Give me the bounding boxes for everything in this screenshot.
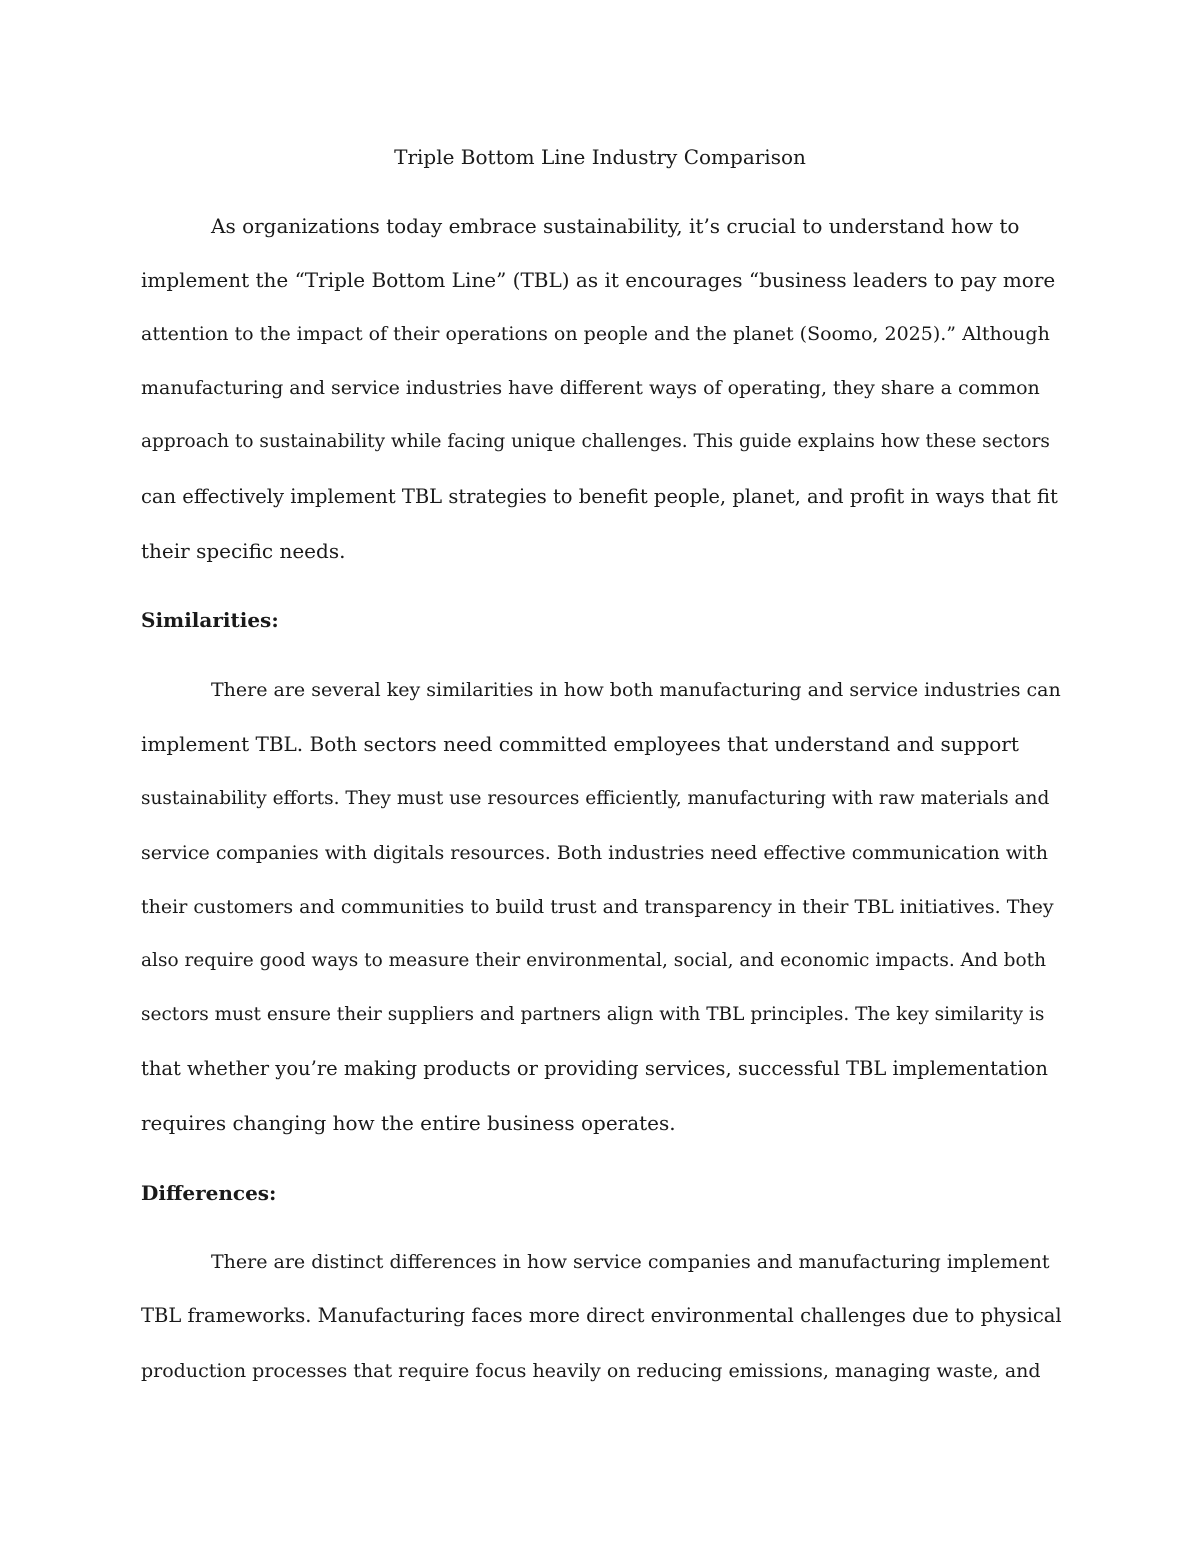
- intro-line-5: approach to sustainability while facing unique challenges. This guide explains how these sectors: [141, 431, 1050, 452]
- intro-line-7: their specific needs.: [141, 539, 346, 563]
- similarities-line-5: their customers and communities to build trust and transparency in their TBL initiatives. They: [141, 896, 1054, 918]
- similarities-line-3: sustainability efforts. They must use resources efficiently, manufacturing with raw materials and: [141, 788, 1050, 809]
- similarities-line-2: implement TBL. Both sectors need committed employees that understand and support: [141, 732, 1019, 756]
- similarities-line-8: that whether you’re making products or providing services, successful TBL implementation: [141, 1057, 1048, 1080]
- similarities-heading: Similarities:: [141, 608, 279, 632]
- similarities-line-9: requires changing how the entire business operates.: [141, 1111, 676, 1135]
- differences-line-1: There are distinct differences in how service companies and manufacturing implement: [211, 1251, 1050, 1273]
- similarities-line-7: sectors must ensure their suppliers and partners align with TBL principles. The key similarity is: [141, 1004, 1045, 1025]
- intro-line-1: As organizations today embrace sustainability, it’s crucial to understand how to: [211, 214, 1020, 238]
- differences-line-2: TBL frameworks. Manufacturing faces more direct environmental challenges due to physical: [141, 1304, 1062, 1327]
- intro-line-2: implement the “Triple Bottom Line” (TBL) as it encourages “business leaders to pay more: [141, 268, 1056, 292]
- similarities-line-6: also require good ways to measure their environmental, social, and economic impacts. And both: [141, 950, 1046, 971]
- intro-line-4: manufacturing and service industries have different ways of operating, they share a common: [141, 377, 1040, 399]
- similarities-line-4: service companies with digitals resources. Both industries need effective communication with: [141, 842, 1049, 864]
- differences-heading: Differences:: [141, 1181, 277, 1205]
- similarities-line-1: There are several key similarities in how both manufacturing and service industries can: [211, 679, 1061, 701]
- intro-line-6: can effectively implement TBL strategies to benefit people, planet, and profit in ways that fit: [141, 485, 1058, 508]
- document-title: Triple Bottom Line Industry Comparison: [394, 145, 806, 169]
- differences-line-3: production processes that require focus heavily on reducing emissions, managing waste, and: [141, 1360, 1041, 1382]
- intro-line-3: attention to the impact of their operations on people and the planet (Soomo, 2025).” Although: [141, 323, 1050, 345]
